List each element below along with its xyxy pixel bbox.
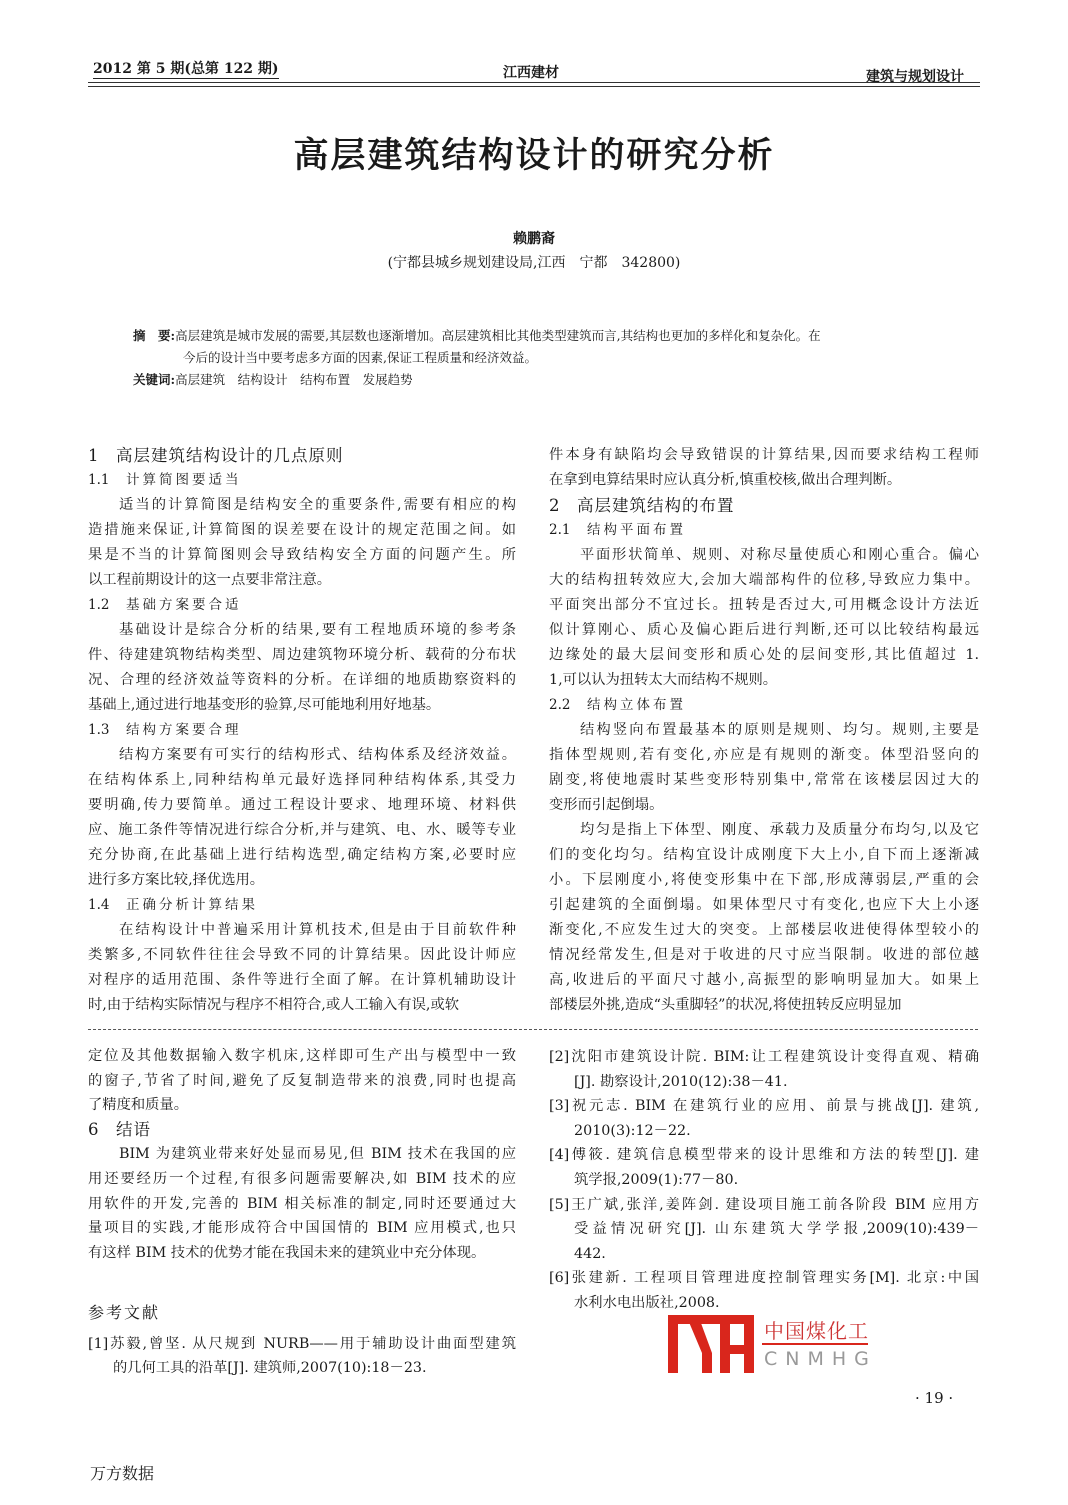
- heading-text: 正确分析计算结果: [126, 897, 258, 913]
- heading-number: 1: [88, 446, 99, 465]
- paragraph-line: 以工程前期设计的这一点要非常注意。: [88, 572, 332, 588]
- subsection-heading: [549, 518, 979, 543]
- paragraph-line: 的窗子,节省了时间,避免了反复制造带来的浪费,同时也提高: [88, 1072, 516, 1089]
- paragraph-line: 大的结构扭转效应大,会加大端部构件的位移,导致应力集中。: [549, 572, 979, 588]
- subsection-heading: [549, 693, 979, 718]
- reference-line: [5]王广斌,张洋,姜阵剑. 建设项目施工前各阶段 BIM 应用方: [549, 1196, 979, 1213]
- header-rule-thin: [88, 86, 980, 87]
- paragraph-line: 进行多方案比较,择优选用。: [88, 872, 265, 888]
- paragraph-line: 渐变化,不应发生过大的突变。上部楼层收进使得体型较小的: [549, 922, 979, 938]
- abstract: [133, 326, 821, 344]
- paragraph-line: 1,可以认为扭转太大而结构不规则。: [549, 672, 778, 688]
- paragraph-line: 引起建筑的全面倒塌。如果体型尺寸有变化,也应下大上小逐: [549, 897, 979, 913]
- paragraph-line: 类繁多,不同软件往往会导致不同的计算结果。因此设计师应: [88, 947, 516, 963]
- dashed-separator: [88, 1029, 978, 1030]
- reference-line: 筑学报,2009(1):77－80.: [574, 1171, 739, 1188]
- paragraph-line: 平面形状简单、规则、对称尽量使质心和刚心重合。偏心: [580, 547, 979, 563]
- paragraph-line: 部楼层外挑,造成“头重脚轻”的状况,将使扭转反应明显加: [549, 997, 902, 1013]
- paragraph-line: 用还要经历一个过程,有很多问题需要解决,如 BIM 技术的应: [88, 1170, 516, 1187]
- heading-text: 计算简图要适当: [126, 472, 242, 488]
- reference-line: 的几何工具的沿革[J]. 建筑师,2007(10):18－23.: [113, 1360, 427, 1376]
- footer-watermark: 万方数据: [90, 1464, 155, 1483]
- section-heading: [549, 493, 979, 518]
- paragraph-line: 变形而引起倒塌。: [549, 797, 664, 813]
- paragraph-line: 结构方案要有可实行的结构形式、结构体系及经济效益。: [119, 747, 516, 763]
- heading-number: 1.4: [88, 897, 110, 913]
- paragraph-line: 在结构体系上,同种结构单元最好选择同种结构体系,其受力: [88, 772, 516, 788]
- reference-line: 442.: [574, 1245, 606, 1262]
- author: 赖鹏裔: [513, 231, 555, 247]
- reference-line: [1]苏毅,曾坚. 从尺规到 NURB——用于辅助设计曲面型建筑: [88, 1336, 516, 1352]
- heading-text: 基础方案要合适: [126, 597, 242, 613]
- paragraph-line: 对程序的适用范围、条件等进行全面了解。在计算机辅助设计: [88, 972, 516, 988]
- reference-line: [2]沈阳市建筑设计院. BIM:让工程建筑设计变得直观、精确: [549, 1049, 979, 1065]
- logo-cn: 中国煤化工: [764, 1319, 869, 1343]
- paragraph-line: 剧变,将使地震时某些变形特别集中,常常在该楼层因过大的: [549, 772, 979, 788]
- reference-line: [J]. 勘察设计,2010(12):38－41.: [574, 1073, 788, 1090]
- abstract-line: 高层建筑是城市发展的需要,其层数也逐渐增加。高层建筑相比其他类型建筑而言,其结构也更加的多样化和复杂化。在: [175, 328, 821, 343]
- paragraph-line: 平面突出部分不宜过长。扭转是否过大,可用概念设计方法近: [549, 597, 979, 613]
- reference-line: 受益情况研究[J]. 山东建筑大学学报,2009(10):439－: [574, 1221, 979, 1238]
- column-right-top: [549, 443, 979, 1018]
- heading-text: 结构方案要合理: [126, 722, 242, 738]
- keywords-text: 高层建筑 结构设计 结构布置 发展趋势: [175, 372, 413, 387]
- paragraph-line: 应、施工条件等情况进行综合分析,并与建筑、电、水、暖等专业: [88, 822, 516, 838]
- subsection-heading: [88, 468, 516, 493]
- page-number: · 19 ·: [915, 1389, 954, 1407]
- paragraph-line: 基础上,通过进行地基变形的验算,尽可能地利用好地基。: [88, 697, 441, 713]
- heading-number: 1.1: [88, 472, 110, 488]
- references-left: [88, 1332, 516, 1380]
- heading-text: 结构平面布置: [587, 522, 686, 538]
- paragraph-line: BIM 为建筑业带来好处显而易见,但 BIM 技术在我国的应: [119, 1146, 516, 1163]
- paragraph-line: 情况经常发生,但是对于收进的尺寸应当限制。收进的部位越: [549, 947, 979, 963]
- cnmhg-logo: [668, 1315, 878, 1375]
- references-right: [549, 1045, 979, 1316]
- paragraph-line: 果是不当的计算简图则会导致结构安全方面的问题产生。所: [88, 547, 516, 563]
- header-journal: 江西建材: [503, 62, 559, 83]
- paragraph-line: 造措施来保证,计算简图的误差要在设计的规定范围之间。如: [88, 522, 516, 538]
- paragraph-line: 在拿到电算结果时应认真分析,慎重校核,做出合理判断。: [549, 472, 902, 488]
- paragraph-line: 基础设计是综合分析的结果,要有工程地质环境的参考条: [119, 622, 516, 638]
- paragraph-line: 在结构设计中普遍采用计算机技术,但是由于目前软件种: [119, 922, 516, 938]
- paragraph-line: 件本身有缺陷均会导致错误的计算结果,因而要求结构工程师: [549, 447, 979, 463]
- paragraph-line: 时,由于结构实际情况与程序不相符合,或人工输入有误,或软: [88, 997, 460, 1013]
- heading-number: 2.1: [549, 522, 571, 538]
- paragraph-line: 量项目的实践,才能形成符合中国国情的 BIM 应用模式,也只: [88, 1220, 516, 1237]
- heading-number: 1.3: [88, 722, 110, 738]
- paragraph-line: 有这样 BIM 技术的优势才能在我国未来的建筑业中充分体现。: [88, 1244, 486, 1261]
- logo-en: CNMHG: [764, 1348, 877, 1370]
- reference-line: [6]张建新. 工程项目管理进度控制管理实务[M]. 北京:中国: [549, 1270, 979, 1287]
- paper-title: 高层建筑结构设计的研究分析: [293, 135, 775, 176]
- heading-text: 结构立体布置: [587, 697, 686, 713]
- paragraph-line: 们的变化均匀。结构宜设计成刚度下大上小,自下而上逐渐减: [549, 847, 979, 863]
- paragraph-line: 小。下层刚度小,将使变形集中在下部,形成薄弱层,严重的会: [549, 872, 979, 888]
- header-rule: [88, 82, 980, 83]
- paragraph-line: 高,收进后的平面尺寸越小,高振型的影响明显加大。如果上: [549, 972, 979, 988]
- reference-line: 2010(3):12－22.: [574, 1122, 691, 1139]
- heading-number: 2.2: [549, 697, 571, 713]
- paragraph-line: 适当的计算简图是结构安全的重要条件,需要有相应的构: [119, 497, 516, 513]
- heading-text: 高层建筑结构的布置: [577, 496, 735, 515]
- paragraph-line: 边缘处的最大层间变形和质心处的层间变形,其比值超过 1.: [549, 647, 979, 663]
- paragraph-line: 况、合理的经济效益等资料的分析。在详细的地质勘察资料的: [88, 672, 516, 688]
- paragraph-line: 充分协商,在此基础上进行结构选型,确定结构方案,必要时应: [88, 847, 516, 863]
- paragraph-line: 似计算刚心、质心及偏心距后进行判断,还可以比较结构最远: [549, 622, 979, 638]
- paragraph-line: 件、待建建筑物结构类型、周边建筑物环境分析、载荷的分布状: [88, 647, 516, 663]
- heading-number: 2: [549, 496, 560, 515]
- affiliation: (宁都县城乡规划建设局,江西 宁都 342800): [387, 255, 681, 271]
- heading-number: 1.2: [88, 597, 110, 613]
- keywords-label: 关键词:: [133, 372, 176, 387]
- paragraph-line: 均匀是指上下体型、刚度、承载力及质量分布均匀,以及它: [580, 822, 979, 838]
- heading-number: 6: [88, 1119, 99, 1139]
- header-issue: 2012 第 5 期(总第 122 期): [93, 58, 279, 79]
- section-heading: [88, 1118, 516, 1143]
- header-section: 建筑与规划设计: [866, 69, 964, 85]
- subsection-heading: [88, 718, 516, 743]
- paragraph-line: 结构竖向布置最基本的原则是规则、均匀。规则,主要是: [580, 722, 979, 738]
- references-title: 参考文献: [88, 1303, 161, 1322]
- abstract-label: 摘 要:: [133, 328, 176, 343]
- subsection-heading: [88, 893, 516, 918]
- paragraph-line: 了精度和质量。: [88, 1097, 189, 1114]
- paragraph-line: 指体型规则,若有变化,亦应是有规则的渐变。体型沿竖向的: [549, 747, 979, 763]
- abstract-line: 今后的设计当中要考虑多方面的因素,保证工程质量和经济效益。: [183, 350, 537, 365]
- heading-text: 结语: [116, 1119, 151, 1139]
- heading-text: 高层建筑结构设计的几点原则: [116, 446, 344, 465]
- reference-line: 水利水电出版社,2008.: [574, 1294, 720, 1311]
- column-left-bottom: [88, 1044, 516, 1265]
- keywords: [133, 370, 413, 388]
- column-left-top: [88, 443, 516, 1018]
- reference-line: [3]祝元志. BIM 在建筑行业的应用、前景与挑战[J]. 建筑,: [549, 1098, 979, 1115]
- paragraph-line: 要明确,传力要简单。通过工程设计要求、地理环境、材料供: [88, 797, 516, 813]
- subsection-heading: [88, 593, 516, 618]
- section-heading: [88, 443, 516, 468]
- paragraph-line: 定位及其他数据输入数字机床,这样即可生产出与模型中一致: [88, 1048, 516, 1064]
- reference-line: [4]傅筱. 建筑信息模型带来的设计思维和方法的转型[J]. 建: [549, 1147, 979, 1164]
- paragraph-line: 用软件的开发,完善的 BIM 相关标准的制定,同时还要通过大: [88, 1195, 516, 1212]
